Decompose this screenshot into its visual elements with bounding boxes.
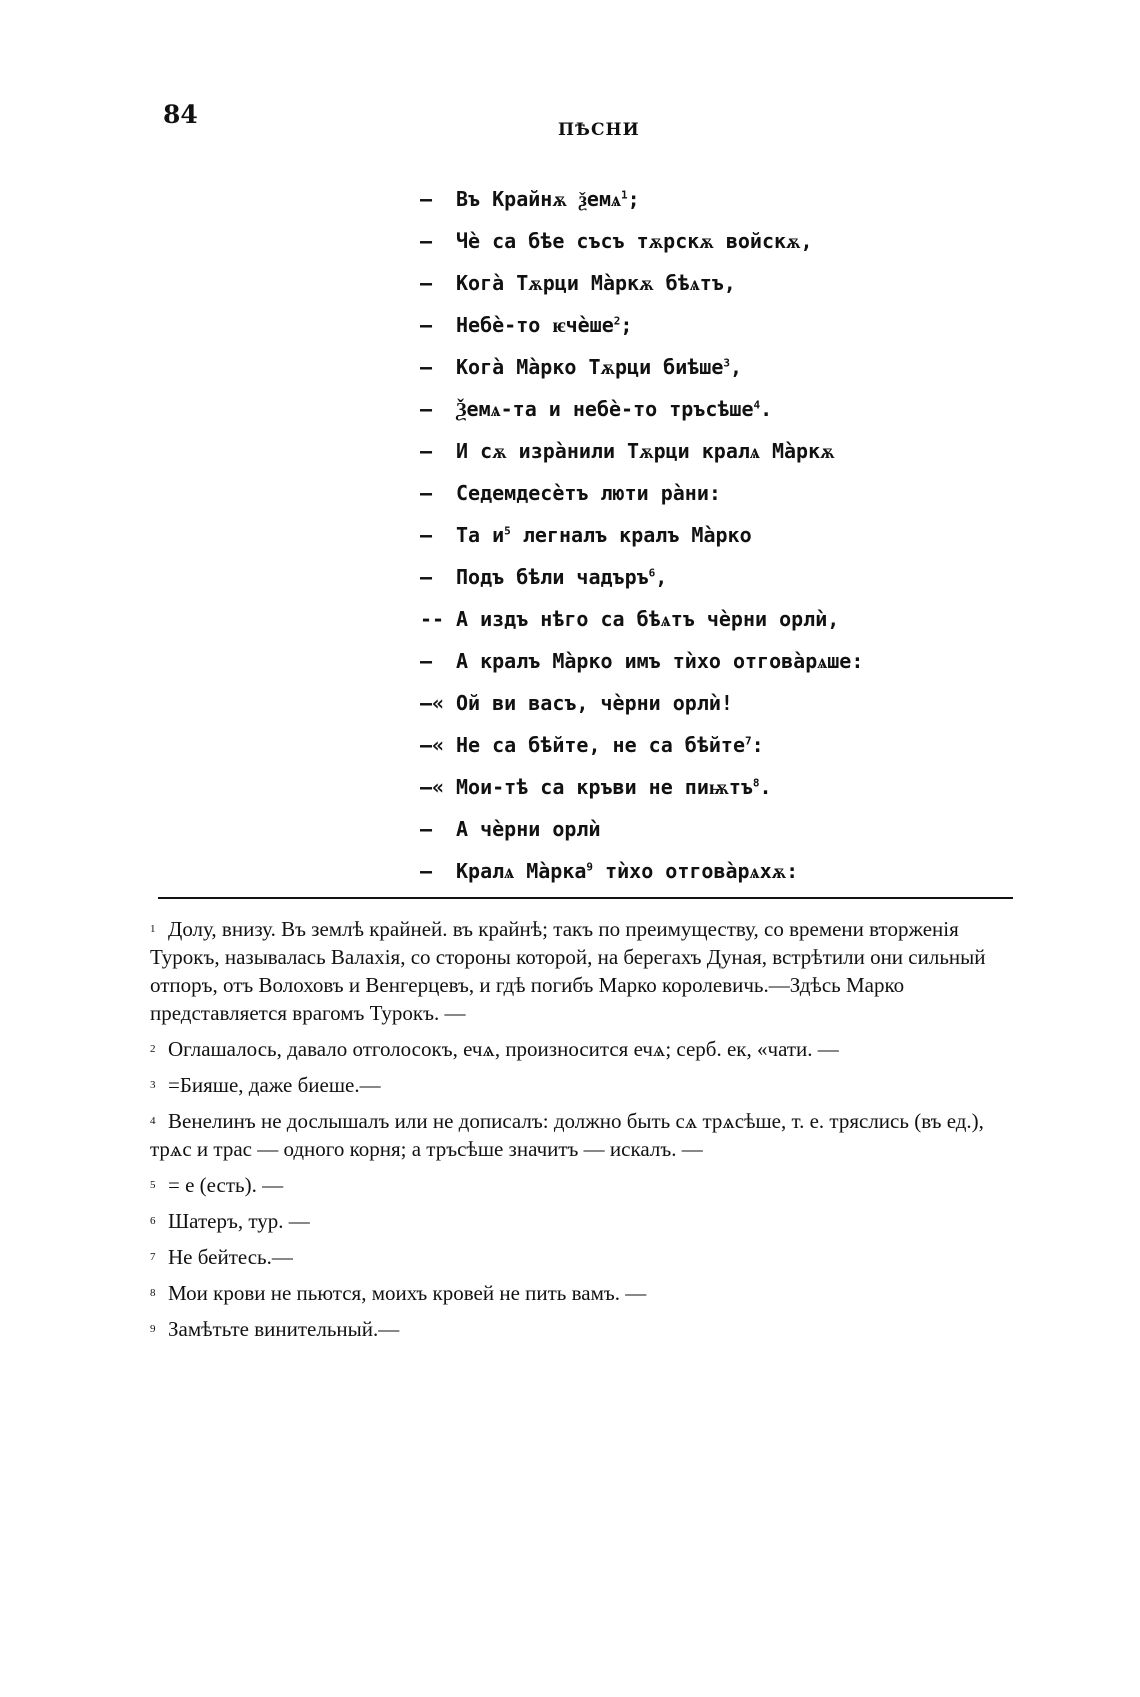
verse-line [420, 682, 980, 724]
running-title: ПѢСНИ [558, 120, 640, 140]
verse-text: А чѐрни орлѝ [456, 817, 601, 841]
verse-text: Чѐ са бѣе съсъ тѫрскѫ войскѫ, [456, 229, 813, 253]
footnote-text: =Бияше, даже биеше.— [168, 1073, 381, 1097]
footnotes-block [150, 915, 1020, 1351]
verse-line [420, 262, 980, 304]
verse-dash: — [420, 355, 433, 379]
verse-tail: , [730, 355, 743, 379]
verse-tail: ; [627, 187, 640, 211]
verse-line [420, 808, 980, 850]
verse-text: Подъ бѣли чадъръ [456, 565, 649, 589]
verse-text: Когà Мàрко Тѫрци биѣше [456, 355, 724, 379]
verse-dash: — [420, 565, 433, 589]
verse-tail: , [655, 565, 668, 589]
verse-line [420, 724, 980, 766]
verse-line [420, 640, 980, 682]
footnote [150, 1315, 1020, 1343]
verse-line [420, 850, 980, 892]
verse-text: А издъ нѣго са бѣѧтъ чѐрни орлѝ, [456, 607, 840, 631]
footnote [150, 1279, 1020, 1307]
verse-dash: — [420, 313, 433, 337]
verse-dash: —« [420, 775, 445, 799]
verse-dash: — [420, 397, 433, 421]
footnote-text: Мои крови не пьются, моихъ кровей не пить вамъ. — [168, 1281, 647, 1305]
footnote-number: 7 [150, 1251, 156, 1263]
verse-dash: —« [420, 733, 445, 757]
footnote-number: 9 [150, 1323, 156, 1335]
verse-tail: : [751, 733, 764, 757]
footnote-reference: 1 [621, 188, 628, 202]
footnote-text: Долу, внизу. Въ землѣ крайней. въ крайнѣ; такъ по преимуществу, со времени вторженія Турокъ, называлась Валахія, со стороны которой, на берегахъ Дуная, встрѣтили они сильный отпоръ, отъ Волоховъ и Венгерцевъ, и гдѣ погибъ Марко королевичь.—Здѣсь Марко представляется врагомъ Турокъ. — [150, 917, 986, 1025]
verse-dash: — [420, 649, 433, 673]
verse-text: Та и [456, 523, 505, 547]
footnote-reference: 4 [753, 398, 761, 412]
verse-line [420, 178, 980, 220]
footnote-reference: 9 [586, 860, 594, 874]
page-number: 84 [163, 100, 198, 129]
footnote-text: Венелинъ не дослышалъ или не дописалъ: должно быть сѧ трѧсѣше, т. е. тряслись (въ ед.), трѧс и трас — одного корня; а тръсѣше значитъ — искалъ. — [150, 1109, 984, 1161]
verse-tail: ; [620, 313, 633, 337]
verse-line [420, 388, 980, 430]
footnote-number: 3 [150, 1079, 156, 1091]
verse-line [420, 430, 980, 472]
footnote-number: 4 [150, 1115, 156, 1127]
verse-dash: —« [420, 691, 445, 715]
footnote-reference: 2 [613, 314, 621, 328]
footnote-text: Оглашалось, давало отголосокъ, ечѧ, произносится ечѧ; серб. ек, «чати. — [168, 1037, 839, 1061]
verse-text: Когà Тѫрци Мàркѫ бѣѧтъ, [456, 271, 736, 295]
verse-line [420, 556, 980, 598]
footnote [150, 915, 1020, 1027]
verse-text: Небѐ-то ѥчèше [456, 313, 614, 337]
verse-dash: — [420, 187, 433, 211]
verse-dash: — [420, 229, 433, 253]
verse-text: Не са бѣйте, не са бѣйте [456, 733, 745, 757]
verse-line [420, 220, 980, 262]
verse-text: Ой ви васъ, чѐрни орлѝ! [456, 691, 733, 715]
footnote [150, 1035, 1020, 1063]
footnote-reference: 6 [648, 566, 656, 580]
footnote [150, 1207, 1020, 1235]
verse-tail: : [708, 481, 721, 505]
verse-dash: — [420, 817, 433, 841]
footnote-reference: 5 [504, 524, 511, 538]
verse-text: А кралъ Мàрко имъ тѝхо отговàрѧше: [456, 649, 864, 673]
verse-dash: — [420, 523, 433, 547]
footnote-number: 6 [150, 1215, 156, 1227]
footnote-text: Не бейтесь.— [168, 1245, 293, 1269]
verse-dash: — [420, 439, 433, 463]
footnote-number: 8 [150, 1287, 156, 1299]
verse-tail: легналъ кралъ Мàрко [510, 523, 752, 547]
footnote [150, 1171, 1020, 1199]
verse-text: Въ Крайнѫ ѯемѧ [456, 187, 621, 211]
verse-text: Ѯемѧ-та и небѐ-то тръсѣше [456, 397, 754, 421]
footnote-divider [158, 897, 1013, 899]
verse-line [420, 472, 980, 514]
verse-line [420, 346, 980, 388]
verse-line [420, 304, 980, 346]
footnote [150, 1071, 1020, 1099]
verse-tail: . [759, 775, 772, 799]
footnote-reference: 8 [752, 776, 760, 790]
verse-tail: тѝхо отговàрѧхѫ: [593, 859, 799, 883]
footnote-text: Замѣтьте винительный.— [168, 1317, 400, 1341]
verse-line [420, 598, 980, 640]
footnote-text: Шатеръ, тур. — [168, 1209, 310, 1233]
verse-text: Мои-тѣ са кръви не пиѭтъ [456, 775, 753, 799]
footnote-text: = е (есть). — [168, 1173, 284, 1197]
verse-dash: — [420, 481, 433, 505]
footnote-reference: 3 [723, 356, 730, 370]
verse-dash: — [420, 271, 433, 295]
footnote [150, 1243, 1020, 1271]
verse-dash: -- [420, 607, 445, 631]
verse-line [420, 514, 980, 556]
footnote-number: 2 [150, 1043, 156, 1055]
verse-dash: — [420, 859, 433, 883]
verse-block [420, 178, 980, 892]
verse-line [420, 766, 980, 808]
footnote-number: 5 [150, 1179, 156, 1191]
footnote [150, 1107, 1020, 1163]
footnote-number: 1 [150, 923, 156, 935]
verse-text: И сѫ изрàнили Тѫрци кралѧ Мàркѫ [456, 439, 835, 463]
footnote-reference: 7 [744, 734, 752, 748]
verse-tail: . [760, 397, 773, 421]
verse-text: Седемдесѐтъ люти рàни [456, 481, 709, 505]
verse-text: Кралѧ Мàрка [456, 859, 587, 883]
